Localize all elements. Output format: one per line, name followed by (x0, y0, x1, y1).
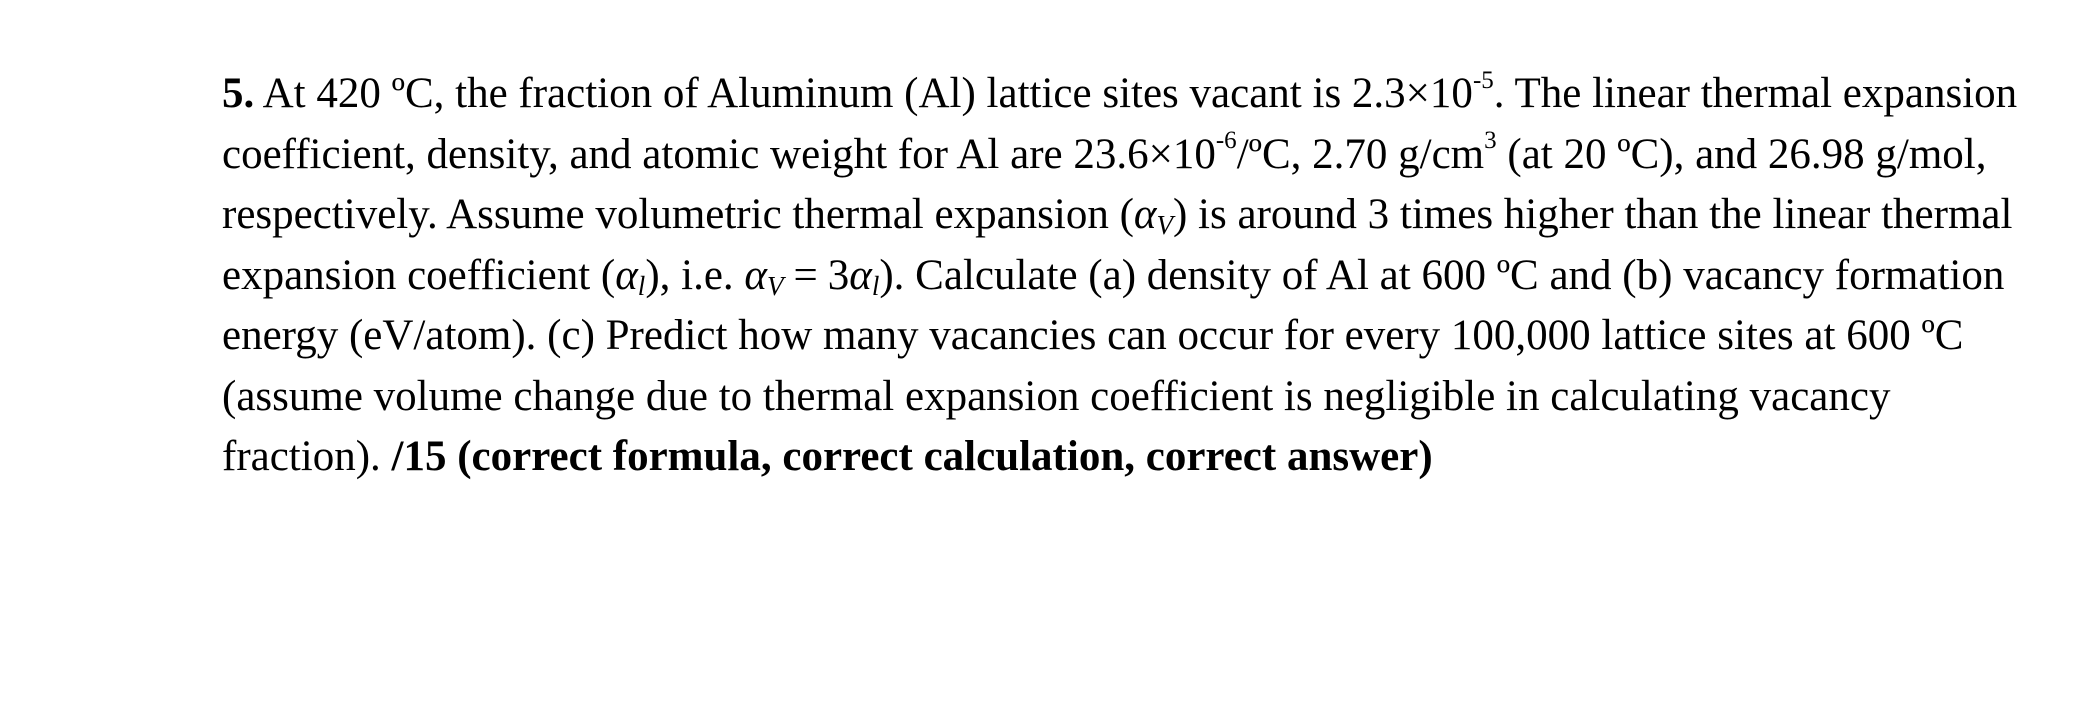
alpha-v-symbol (1134, 191, 1173, 238)
equals-sign: = (793, 251, 818, 299)
problem-5 (222, 64, 2022, 488)
alpha-glyph: α (1133, 191, 1157, 238)
subscript-l: l (871, 270, 880, 301)
problem-number: 5. (222, 70, 255, 117)
problem-text-6: ), i.e. (645, 251, 745, 299)
alpha-l-symbol (615, 252, 645, 299)
points-note: /15 (correct formula, correct calculation, correct answer) (391, 433, 1433, 480)
subscript-v: V (767, 270, 784, 301)
alpha-relation-equation (744, 252, 879, 299)
problem-text-4: (at 20 ºC), and 26.98 g/mol, respectively. Assume volumetric thermal expansion ( (222, 130, 1987, 238)
problem-text-3: /ºC, 2.70 g/cm (1236, 130, 1485, 178)
exponent-2: -6 (1215, 127, 1237, 155)
problem-text-5: ) is around 3 times higher than the linear thermal expansion coefficient ( (222, 191, 2013, 299)
problem-text-7: ). Calculate (a) density of Al at 600 ºC and (b) vacancy formation energy (eV/atom). (c) Predict how many vacancies can occur for every 100,000 lattice sites at 600 ºC (assume volume change due to thermal expansion coefficient is negligible in calculating vacancy fraction). (222, 251, 2005, 480)
alpha-glyph: α (615, 251, 638, 299)
coefficient-three: 3 (827, 251, 850, 299)
subscript-v: V (1156, 210, 1173, 240)
exponent-1: -5 (1472, 66, 1494, 94)
problem-text-1: At 420 ºC, the fraction of Aluminum (Al) lattice sites vacant is 2.3×10 (254, 70, 1473, 117)
alpha-glyph: α (849, 251, 872, 299)
subscript-l: l (637, 270, 646, 301)
exponent-3: 3 (1484, 127, 1497, 155)
problem-text-2: . The linear thermal expansion coefficient, density, and atomic weight for Al are 23.6×10 (222, 70, 2018, 178)
alpha-glyph: α (744, 251, 767, 299)
